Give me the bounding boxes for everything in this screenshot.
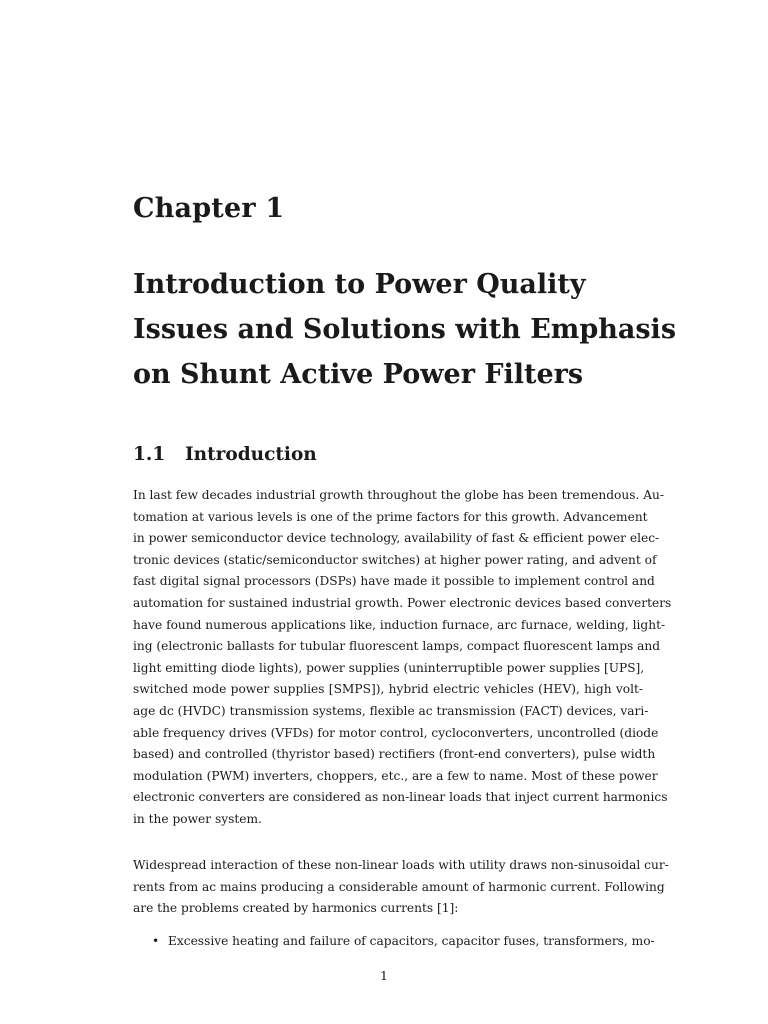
- paragraph-line: based) and controlled (thyristor based) rectifiers (front-end converters), pulse width: [133, 747, 656, 762]
- section-number: 1.1: [133, 444, 166, 465]
- bullet-item: [152, 931, 655, 953]
- chapter-title-line: Issues and Solutions with Emphasis: [133, 314, 677, 345]
- bullet-text: Excessive heating and failure of capacitors, capacitor fuses, transformers, mo-: [168, 934, 655, 948]
- paragraph-line: fast digital signal processors (DSPs) have made it possible to implement control and: [133, 574, 655, 589]
- paragraph-line: Widespread interaction of these non-linear loads with utility draws non-sinusoidal cur-: [133, 858, 669, 872]
- paragraph-line: In last few decades industrial growth throughout the globe has been tremendous. Au-: [133, 488, 664, 502]
- paragraph-line: in the power system.: [133, 811, 262, 826]
- paragraph-line: age dc (HVDC) transmission systems, flexible ac transmission (FACT) devices, vari-: [133, 703, 649, 718]
- paragraph-line: tronic devices (static/semiconductor switches) at higher power rating, and advent of: [133, 552, 657, 567]
- paragraph-line: ing (electronic ballasts for tubular fluorescent lamps, compact fluorescent lamps and: [133, 639, 661, 654]
- paragraph-line: able frequency drives (VFDs) for motor control, cycloconverters, uncontrolled (diode: [133, 725, 659, 740]
- section-title: Introduction: [185, 444, 317, 465]
- paragraph-line: switched mode power supplies [SMPS]), hybrid electric vehicles (HEV), high volt-: [133, 682, 643, 697]
- paragraph-line: tomation at various levels is one of the prime factors for this growth. Advancement: [133, 509, 648, 524]
- paragraph-line: light emitting diode lights), power supplies (uninterruptible power supplies [UPS],: [133, 660, 645, 675]
- chapter-label: Chapter 1: [133, 193, 285, 224]
- paragraph-line: modulation (PWM) inverters, choppers, etc., are a few to name. Most of these power: [133, 768, 658, 783]
- chapter-title-line: Introduction to Power Quality: [133, 269, 586, 300]
- paragraph-line: rents from ac mains producing a considerable amount of harmonic current. Following: [133, 879, 665, 894]
- body-paragraph: [133, 855, 669, 920]
- body-paragraph: [133, 485, 672, 831]
- section-heading: [133, 444, 317, 465]
- bullet-marker: •: [152, 934, 160, 948]
- chapter-title: [133, 262, 693, 397]
- paragraph-line: electronic converters are considered as non-linear loads that inject current harmonics: [133, 790, 668, 805]
- paragraph-line: have found numerous applications like, induction furnace, arc furnace, welding, light-: [133, 617, 666, 632]
- paragraph-line: are the problems created by harmonics currents [1]:: [133, 901, 459, 916]
- chapter-title-line: on Shunt Active Power Filters: [133, 359, 584, 390]
- paragraph-line: automation for sustained industrial growth. Power electronic devices based converters: [133, 595, 672, 610]
- paragraph-line: in power semiconductor device technology, availability of fast & efficient power elec-: [133, 531, 660, 546]
- page-number: 1: [380, 968, 388, 983]
